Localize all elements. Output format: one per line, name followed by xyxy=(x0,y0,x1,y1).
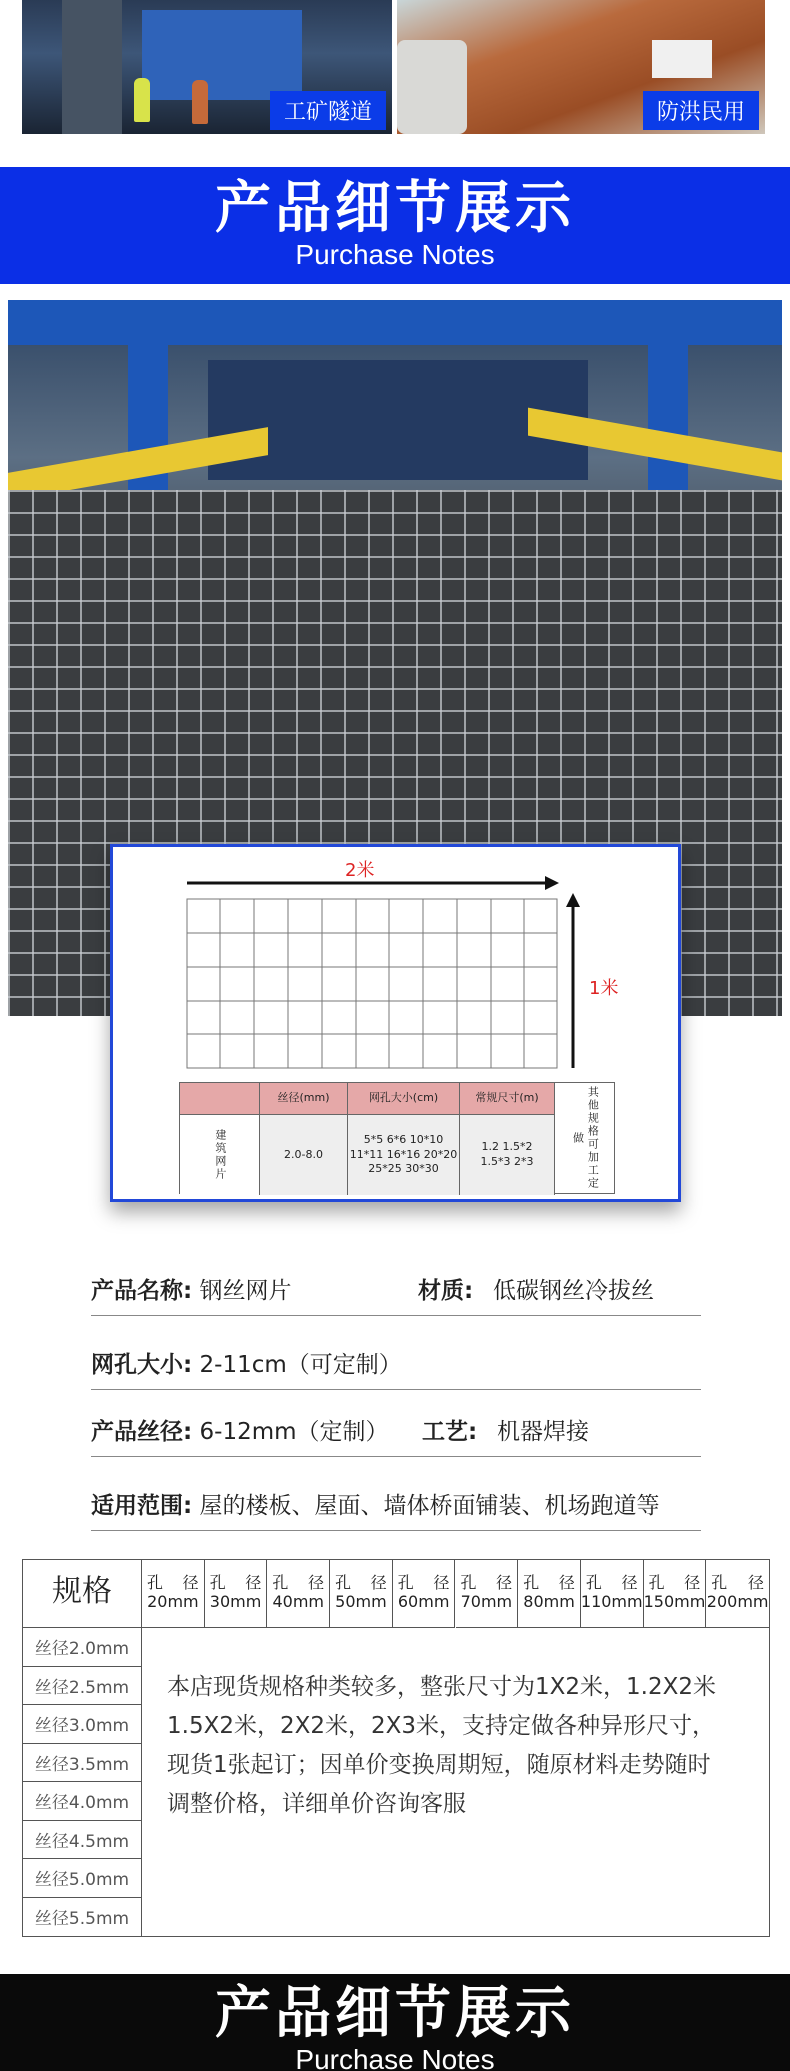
hole-prefix: 孔 xyxy=(460,1573,477,1592)
spec-hole-cell xyxy=(348,1115,460,1195)
hole-size-value: 110mm xyxy=(580,1592,643,1612)
hole-size-value: 150mm xyxy=(643,1592,706,1612)
hole-prefix: 孔 xyxy=(648,1573,665,1592)
hole-prefix: 孔 xyxy=(523,1573,540,1592)
hole-size-header xyxy=(393,1560,456,1628)
note-line: 本店现货规格种类较多，整张尺寸为1X2米，1.2X2米 xyxy=(167,1674,716,1700)
photo-caption: 工矿隧道 xyxy=(270,91,386,130)
tunnel-photo xyxy=(22,0,392,134)
worker-figure xyxy=(192,80,208,124)
material-label: 材质: xyxy=(418,1278,474,1304)
info-line xyxy=(91,1346,701,1390)
hole-size-value: 40mm xyxy=(272,1592,324,1612)
section-banner xyxy=(0,1974,790,2071)
hole-size-value: 60mm xyxy=(397,1592,450,1612)
banner-subtitle: Purchase Notes xyxy=(295,2044,495,2071)
hole-prefix: 孔 xyxy=(147,1573,164,1592)
hole-size-value: 30mm xyxy=(209,1592,262,1612)
craft-value: 机器焊接 xyxy=(497,1419,589,1445)
spec-size-cell xyxy=(460,1115,555,1195)
height-label: 1米 xyxy=(589,978,619,999)
spec-header: 丝径(mm) xyxy=(260,1083,348,1115)
note-line: 1.5X2米，2X2米，2X3米，支持定做各种异形尺寸， xyxy=(167,1713,716,1739)
hole-size-header xyxy=(518,1560,581,1628)
hole-prefix: 径 xyxy=(308,1573,325,1592)
hole-prefix: 径 xyxy=(433,1573,450,1592)
hole-prefix: 孔 xyxy=(397,1573,414,1592)
hole-prefix: 径 xyxy=(558,1573,575,1592)
section-banner xyxy=(0,167,790,284)
wire-diameter-cell: 丝径2.0mm xyxy=(23,1628,142,1667)
info-line xyxy=(91,1413,701,1457)
spec-row-label: 建筑网片 xyxy=(180,1115,260,1195)
hole-prefix: 径 xyxy=(370,1573,387,1592)
hole-size-value: 200mm xyxy=(706,1592,769,1612)
hole-size-value: 70mm xyxy=(460,1592,513,1612)
name-label: 产品名称: xyxy=(91,1278,193,1304)
hole-prefix: 径 xyxy=(245,1573,262,1592)
hole-size-header xyxy=(706,1560,769,1628)
scope-value: 屋的楼板、屋面、墙体桥面铺装、机场跑道等 xyxy=(199,1493,660,1519)
hole-size-header xyxy=(142,1560,205,1628)
stock-note xyxy=(167,1668,761,1824)
dimension-diagram xyxy=(110,844,681,1202)
hole-size-header xyxy=(581,1560,644,1628)
spec-wire-cell: 2.0-8.0 xyxy=(260,1115,348,1195)
hole-value: 2-11cm（可定制） xyxy=(199,1352,402,1378)
name-value: 钢丝网片 xyxy=(199,1278,292,1304)
width-label: 2米 xyxy=(345,860,375,881)
hole-size-header xyxy=(330,1560,393,1628)
spec-mini-table xyxy=(179,1082,615,1194)
spec-header: 常规尺寸(m) xyxy=(460,1083,555,1115)
flood-photo xyxy=(397,0,765,134)
photo-caption: 防洪民用 xyxy=(643,91,759,130)
wire-diameter-cell: 丝径5.0mm xyxy=(23,1859,142,1898)
wire-diameter-cell: 丝径2.5mm xyxy=(23,1667,142,1706)
concrete-pipe xyxy=(397,40,467,134)
worker-figure xyxy=(134,78,150,122)
wire-value: 6-12mm（定制） xyxy=(199,1419,389,1445)
info-line xyxy=(91,1487,701,1531)
hole-size-header xyxy=(205,1560,268,1628)
hole-prefix: 径 xyxy=(684,1573,701,1592)
spec-size-line: 1.2 1.5*2 xyxy=(481,1140,533,1154)
hole-size-value: 80mm xyxy=(523,1592,575,1612)
table-header-label: 规格 xyxy=(23,1560,142,1628)
hole-size-header xyxy=(644,1560,707,1628)
hole-label: 网孔大小: xyxy=(91,1352,193,1378)
hole-prefix: 径 xyxy=(496,1573,513,1592)
wire-diameter-cell: 丝径3.0mm xyxy=(23,1705,142,1744)
hole-size-header xyxy=(456,1560,519,1628)
hole-prefix: 孔 xyxy=(209,1573,226,1592)
info-line xyxy=(91,1272,701,1316)
spec-header: 网孔大小(cm) xyxy=(348,1083,460,1115)
hole-prefix: 孔 xyxy=(711,1573,728,1592)
spec-corner-cell xyxy=(180,1083,260,1115)
banner-title: 产品细节展示 xyxy=(215,1981,575,2046)
excavator-shape xyxy=(652,40,712,78)
spec-side-note: 其他规格可加工定做 xyxy=(571,1086,600,1190)
note-line: 调整价格，详细单价咨询客服 xyxy=(167,1791,466,1817)
material-value: 低碳钢丝冷拔丝 xyxy=(493,1278,654,1304)
wire-label: 产品丝径: xyxy=(91,1419,193,1445)
spec-table xyxy=(22,1559,770,1937)
wire-diameter-cell: 丝径4.0mm xyxy=(23,1782,142,1821)
hole-prefix: 孔 xyxy=(335,1573,352,1592)
wire-diameter-cell: 丝径5.5mm xyxy=(23,1898,142,1937)
scope-label: 适用范围: xyxy=(91,1493,193,1519)
spec-size-line: 1.5*3 2*3 xyxy=(480,1155,534,1168)
spec-hole-line: 5*5 6*6 10*10 xyxy=(363,1132,444,1146)
hole-size-value: 20mm xyxy=(147,1592,199,1612)
hole-prefix: 径 xyxy=(747,1573,764,1592)
hole-prefix: 径 xyxy=(182,1573,199,1592)
banner-title: 产品细节展示 xyxy=(215,176,575,241)
spec-hole-line: 25*25 30*30 xyxy=(368,1162,439,1176)
hole-size-value: 50mm xyxy=(335,1592,387,1612)
hole-prefix: 孔 xyxy=(585,1573,602,1592)
spec-hole-line: 11*11 16*16 20*20 xyxy=(349,1147,458,1161)
hole-prefix: 径 xyxy=(621,1573,638,1592)
wire-diameter-cell: 丝径4.5mm xyxy=(23,1821,142,1860)
wire-diameter-cell: 丝径3.5mm xyxy=(23,1744,142,1783)
banner-subtitle: Purchase Notes xyxy=(295,239,495,270)
machine-shape xyxy=(62,0,122,134)
machine-shape xyxy=(142,10,302,100)
note-line: 现货1张起订；因单价变换周期短，随原材料走势随时 xyxy=(167,1752,711,1778)
hole-prefix: 孔 xyxy=(272,1573,289,1592)
craft-label: 工艺: xyxy=(422,1419,478,1445)
hole-size-header xyxy=(267,1560,330,1628)
